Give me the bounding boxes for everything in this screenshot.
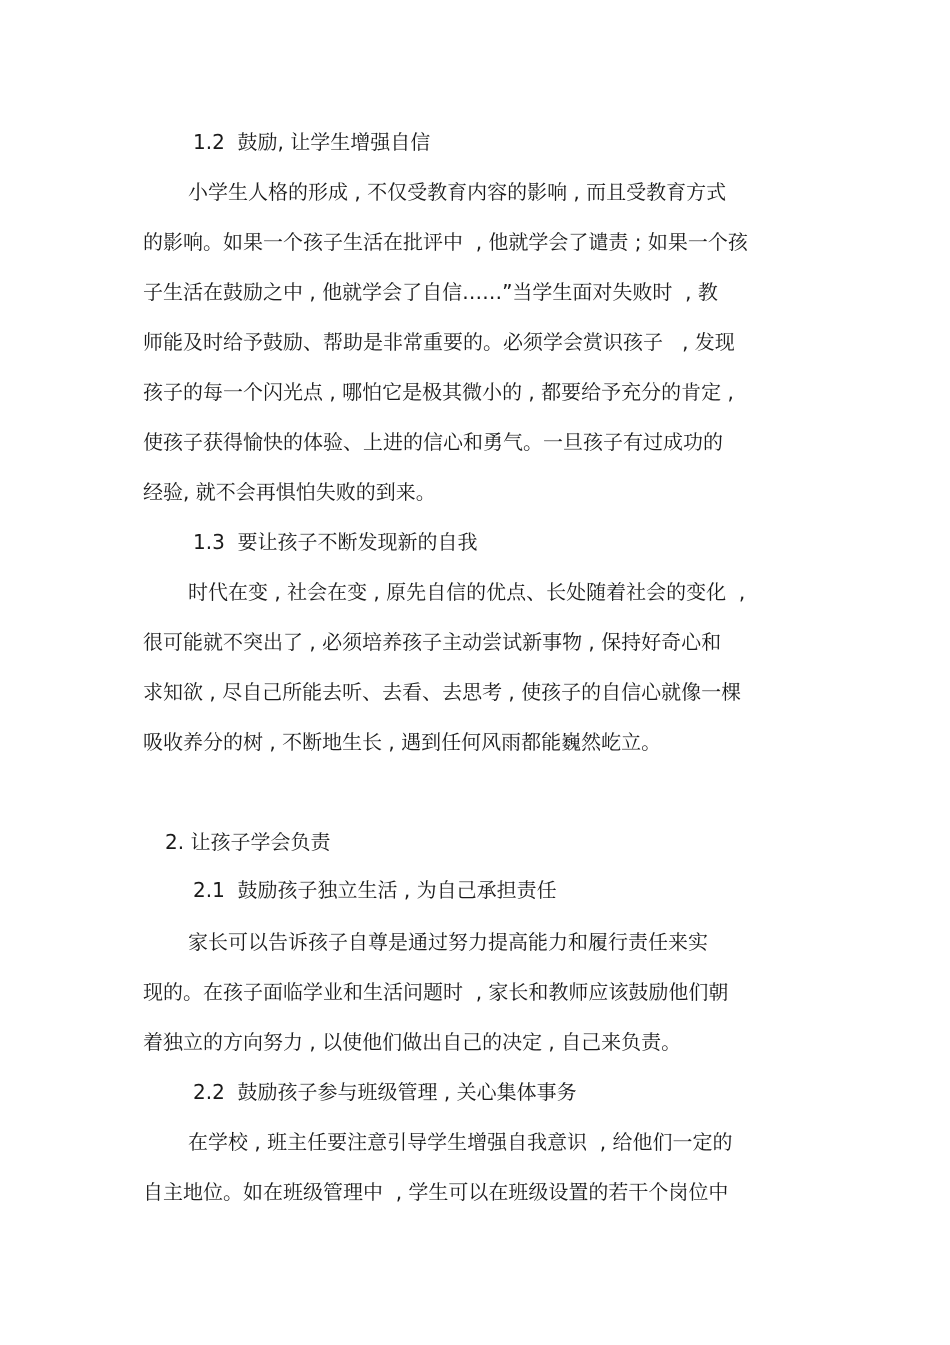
paragraph-line: 很可能就不突出了 , 必须培养孩子主动尝试新事物 , 保持好奇心和 [143, 630, 722, 654]
paragraph-line: 使孩子获得愉快的体验、上进的信心和勇气。一旦孩子有过成功的 [143, 430, 723, 454]
subheading-1-2: 1.2 鼓励, 让学生增强自信 [193, 130, 431, 154]
paragraph-line: 求知欲 , 尽自己所能去听、去看、去思考 , 使孩子的自信心就像一棵 [143, 680, 742, 704]
paragraph-line: 孩子的每一个闪光点 , 哪怕它是极其微小的 , 都要给予充分的肯定 , [143, 380, 734, 404]
paragraph-line: 经验, 就不会再惧怕失败的到来。 [143, 480, 436, 504]
subheading-1-3: 1.3 要让孩子不断发现新的自我 [193, 530, 478, 554]
paragraph-line: 着独立的方向努力 , 以使他们做出自己的决定 , 自己来负责。 [143, 1030, 682, 1054]
section-heading-2: 2. 让孩子学会负责 [165, 830, 331, 854]
paragraph-line: 家长可以告诉孩子自尊是通过努力提高能力和履行责任来实 [188, 930, 708, 954]
paragraph-line: 时代在变 , 社会在变 , 原先自信的优点、长处随着社会的变化 , [188, 580, 746, 604]
subheading-2-2: 2.2 鼓励孩子参与班级管理 , 关心集体事务 [193, 1080, 577, 1104]
paragraph-line: 子生活在鼓励之中 , 他就学会了自信……”当学生面对失败时 , 教 [143, 280, 718, 304]
paragraph-line: 在学校 , 班主任要注意引导学生增强自我意识 , 给他们一定的 [188, 1130, 733, 1154]
paragraph-line: 师能及时给予鼓励、帮助是非常重要的。必须学会赏识孩子 , 发现 [143, 330, 735, 354]
paragraph-line: 的影响。如果一个孩子生活在批评中 , 他就学会了谴责 ; 如果一个孩 [143, 230, 748, 254]
subheading-2-1: 2.1 鼓励孩子独立生活 , 为自己承担责任 [193, 878, 557, 902]
paragraph-line: 吸收养分的树 , 不断地生长 , 遇到任何风雨都能巍然屹立。 [143, 730, 662, 754]
paragraph-line: 自主地位。如在班级管理中 , 学生可以在班级设置的若干个岗位中 [143, 1180, 729, 1204]
paragraph-line: 现的。在孩子面临学业和生活问题时 , 家长和教师应该鼓励他们朝 [143, 980, 729, 1004]
paragraph-line: 小学生人格的形成 , 不仅受教育内容的影响 , 而且受教育方式 [188, 180, 727, 204]
